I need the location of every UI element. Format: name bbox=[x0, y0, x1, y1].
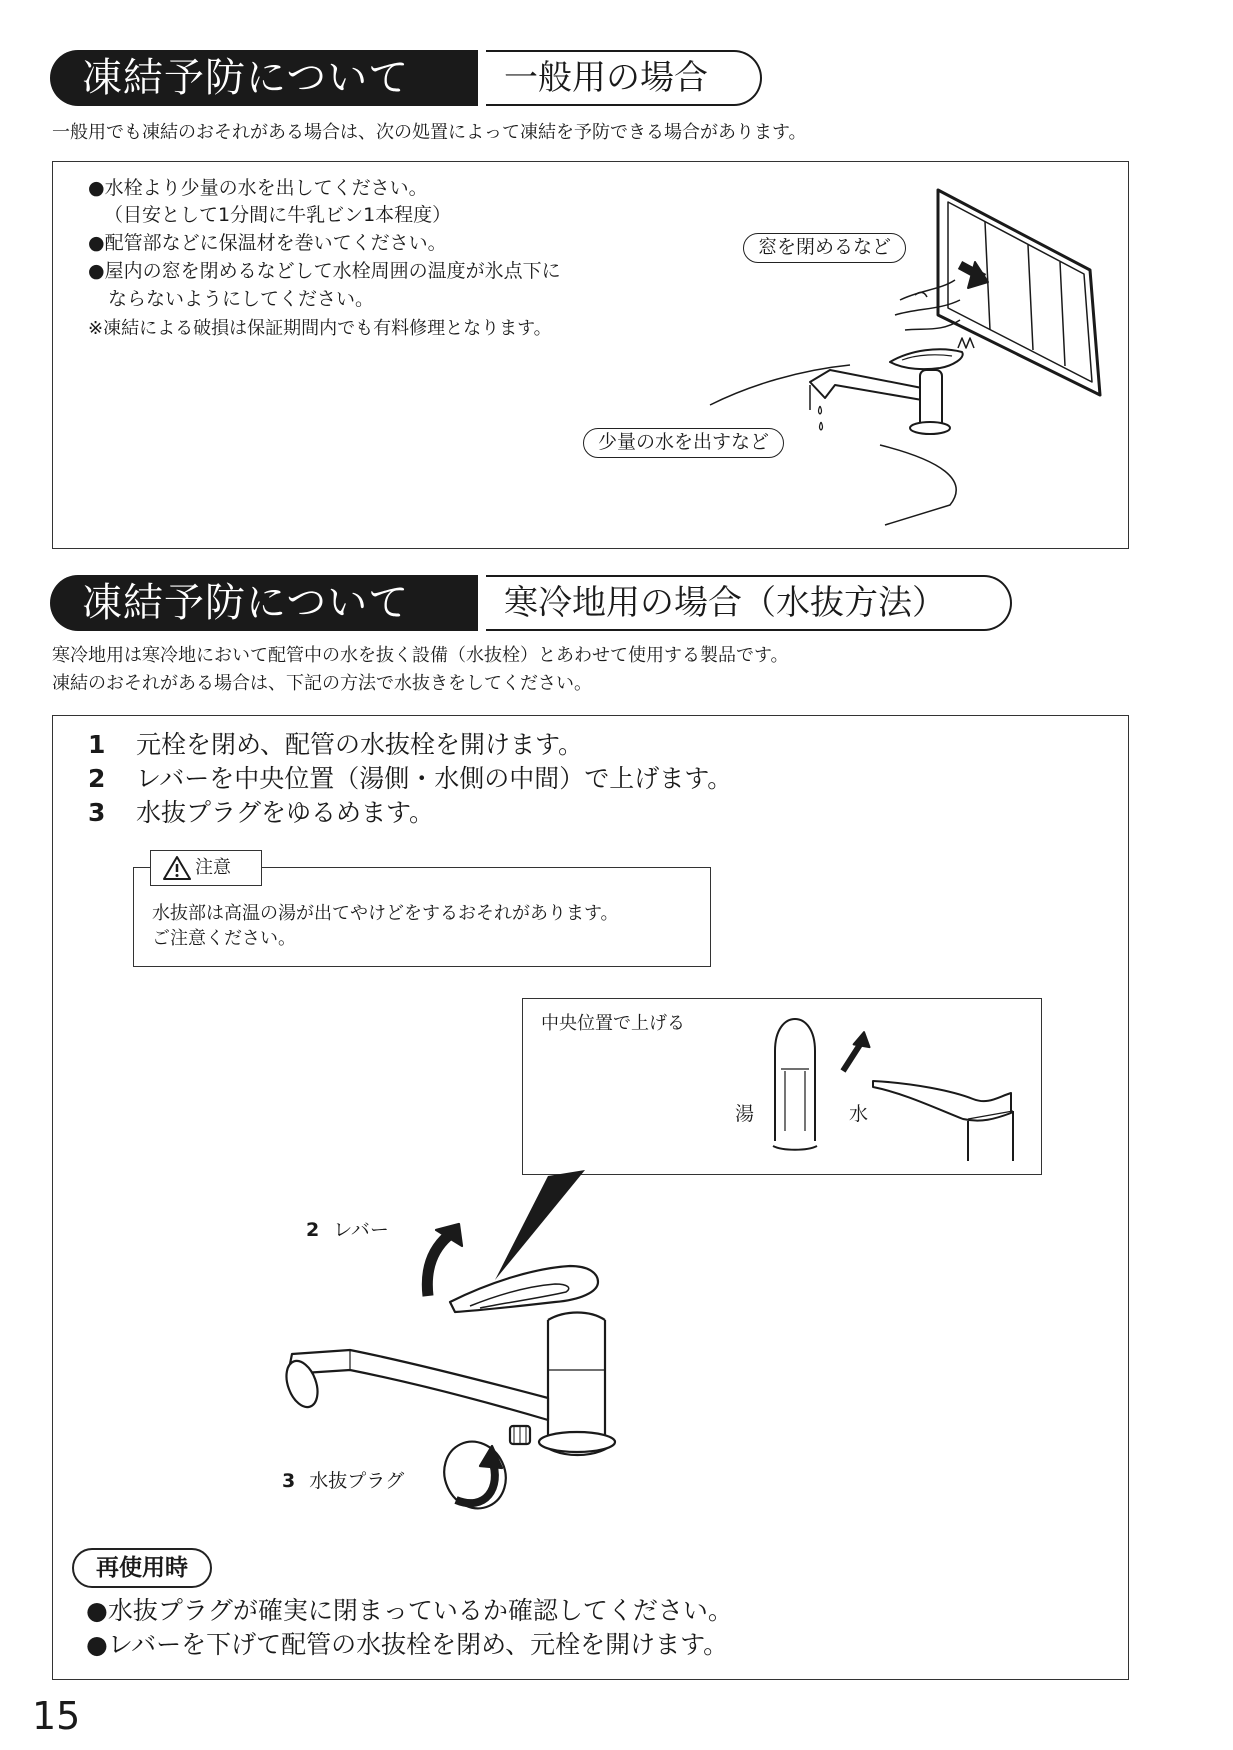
section2-header-main: 凍結予防について bbox=[50, 575, 480, 631]
caution-box bbox=[133, 857, 711, 967]
bullet-line: ならないようにしてください。 bbox=[108, 288, 375, 310]
section1-header bbox=[50, 50, 762, 106]
reuse-bullet: ●レバーを下げて配管の水抜栓を閉め、元栓を開けます。 bbox=[86, 1630, 729, 1659]
cold-label: 水 bbox=[849, 1103, 869, 1125]
bullet-line: ●屋内の窓を閉めるなどして水栓周囲の温度が氷点下に bbox=[88, 260, 561, 282]
bullet-line: ●配管部などに保温材を巻いてください。 bbox=[88, 232, 447, 254]
section1-header-sub: 一般用の場合 bbox=[486, 50, 762, 106]
caution-text: 水抜部は高温の湯が出てやけどをするおそれがあります。 ご注意ください。 bbox=[152, 903, 619, 949]
section2-header bbox=[50, 575, 1012, 631]
page-number: 15 bbox=[32, 1694, 81, 1738]
lever-part-label: 2 レバー bbox=[306, 1219, 389, 1241]
section2-intro-line: 寒冷地用は寒冷地において配管中の水を抜く設備（水抜栓）とあわせて使用する製品です。 bbox=[52, 645, 789, 666]
plug-part-label: 3 水抜プラグ bbox=[282, 1470, 405, 1492]
section1-intro: 一般用でも凍結のおそれがある場合は、次の処置によって凍結を予防できる場合があります。 bbox=[52, 122, 807, 143]
step-1: 1 元栓を閉め、配管の水抜栓を開けます。 bbox=[88, 730, 584, 759]
lever-position-drawing bbox=[763, 1011, 1033, 1161]
reuse-bullet: ●水抜プラグが確実に閉まっているか確認してください。 bbox=[86, 1596, 733, 1625]
warning-icon bbox=[163, 855, 191, 881]
inset-caption: 中央位置で上げる bbox=[541, 1013, 685, 1034]
note-line: ※凍結による破損は保証期間内でも有料修理となります。 bbox=[88, 318, 552, 339]
caution-label: 注意 bbox=[195, 857, 231, 878]
step-3: 3 水抜プラグをゆるめます。 bbox=[88, 798, 435, 827]
hot-label: 湯 bbox=[735, 1103, 755, 1125]
section2-header-sub: 寒冷地用の場合（水抜方法） bbox=[486, 575, 1012, 631]
bullet-line: （目安として1分間に牛乳ビン1本程度） bbox=[104, 204, 452, 226]
step-2: 2 レバーを中央位置（湯側・水側の中間）で上げます。 bbox=[88, 764, 733, 793]
caution-tab bbox=[150, 850, 262, 886]
lever-position-inset bbox=[522, 998, 1042, 1175]
section1-header-main: 凍結予防について bbox=[50, 50, 480, 106]
window-faucet-illustration bbox=[690, 170, 1120, 540]
bullet-line: ●水栓より少量の水を出してください。 bbox=[88, 177, 428, 199]
reuse-title: 再使用時 bbox=[72, 1548, 212, 1588]
section2-intro-line: 凍結のおそれがある場合は、下記の方法で水抜きをしてください。 bbox=[52, 673, 592, 694]
window-callout: 窓を閉めるなど bbox=[743, 233, 906, 263]
water-callout: 少量の水を出すなど bbox=[583, 428, 784, 458]
